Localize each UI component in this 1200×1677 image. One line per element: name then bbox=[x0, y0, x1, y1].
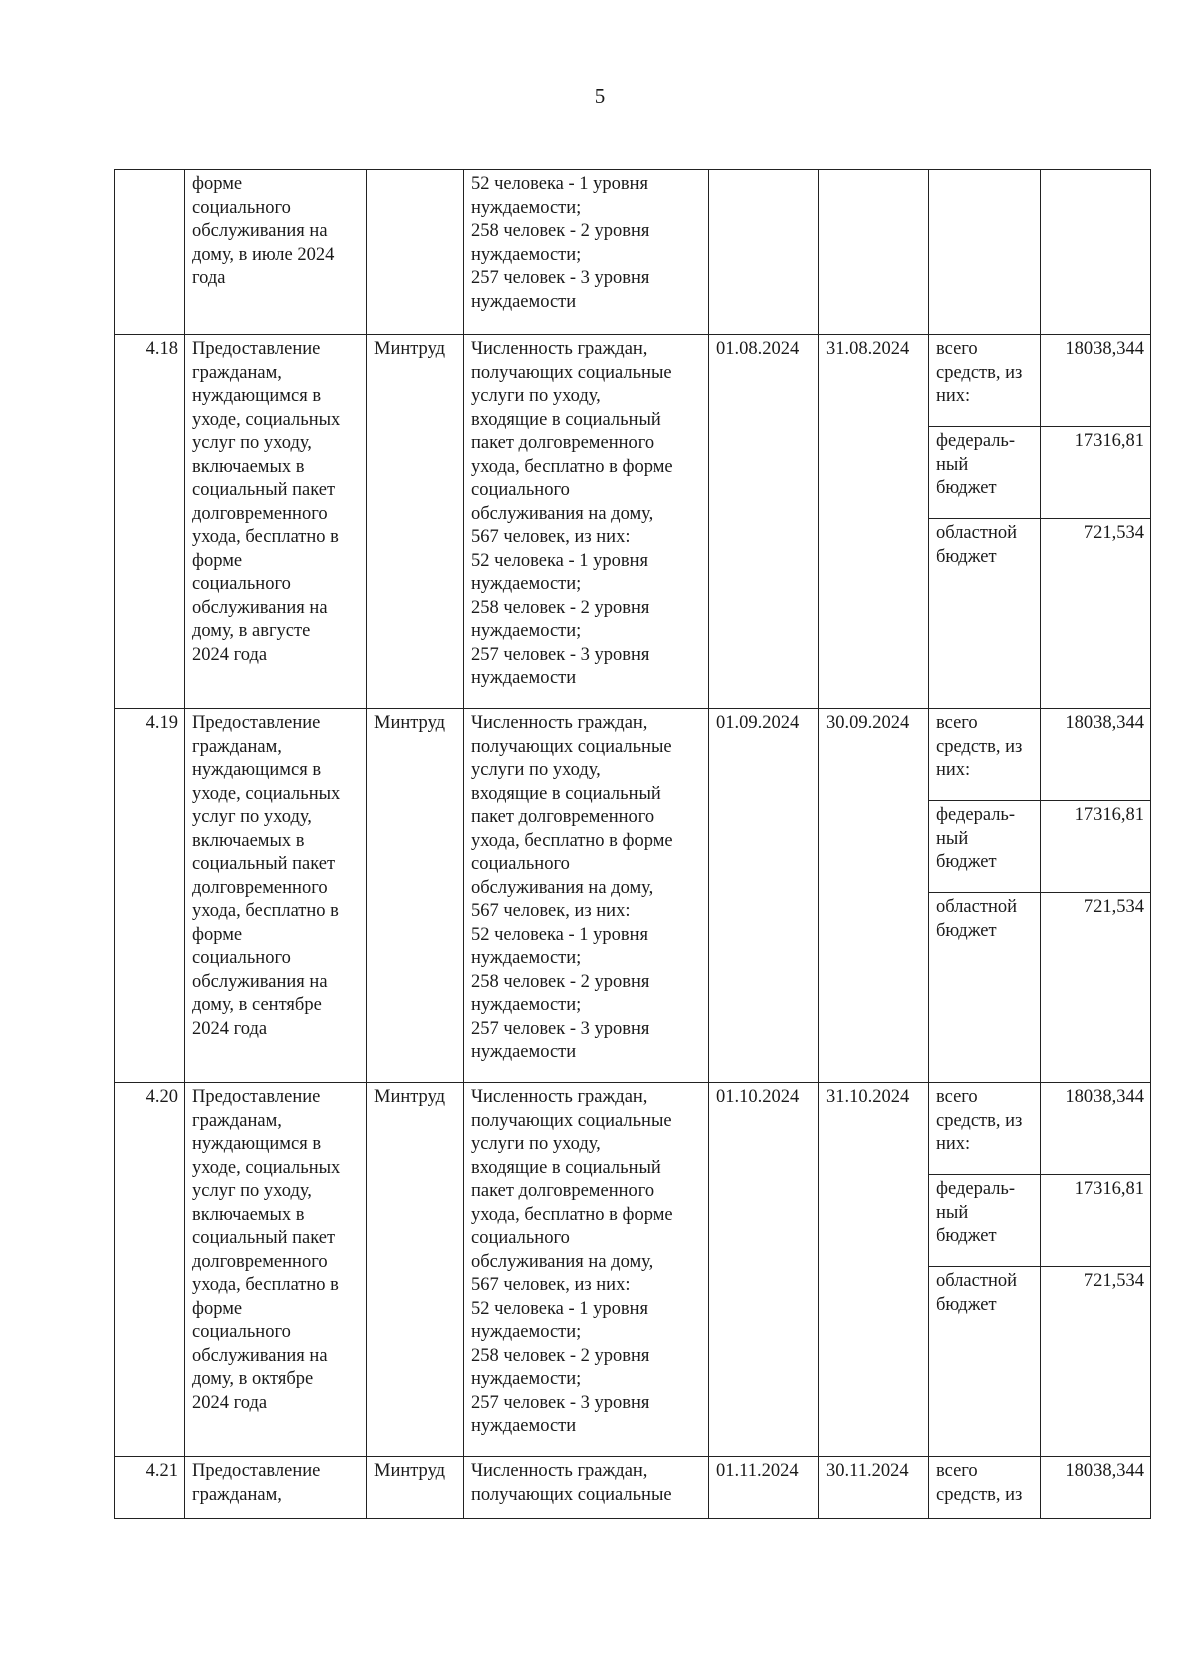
funding-amount-cell: 18038,344 bbox=[1041, 1083, 1151, 1175]
funding-source-cell: всего средств, из них: bbox=[929, 1083, 1041, 1175]
table-row bbox=[115, 1083, 1151, 1175]
funding-amount-cell: 721,534 bbox=[1041, 893, 1151, 1083]
result-cell: Численность граждан, получающих социальные услуги по уходу, входящие в социальный пакет долговременного ухода, бесплатно в форме социального обслуживания на дому, 567 человек, из них: 52 человека - 1 уровня нуждаемости; 258 человек - 2 уровня нуждаемости; 257 человек - 3 уровня нуждаемости bbox=[464, 335, 709, 709]
funding-amount-cell bbox=[1041, 170, 1151, 335]
end-date-cell: 31.10.2024 bbox=[819, 1083, 929, 1457]
table-row-continuation bbox=[115, 170, 1151, 335]
executor-cell: Минтруд bbox=[367, 709, 464, 1083]
funding-source-cell: федераль- ный бюджет bbox=[929, 801, 1041, 893]
funding-source-cell: всего средств, из них: bbox=[929, 709, 1041, 801]
funding-source-cell: федераль- ный бюджет bbox=[929, 427, 1041, 519]
funding-source-cell: всего средств, из bbox=[929, 1457, 1041, 1519]
start-date-cell: 01.08.2024 bbox=[709, 335, 819, 709]
funding-amount-cell: 17316,81 bbox=[1041, 427, 1151, 519]
funding-source-cell: федераль- ный бюджет bbox=[929, 1175, 1041, 1267]
start-date-cell: 01.11.2024 bbox=[709, 1457, 819, 1519]
number-cell bbox=[115, 170, 185, 335]
end-date-cell: 30.11.2024 bbox=[819, 1457, 929, 1519]
activity-plan-table bbox=[114, 169, 1151, 1519]
executor-cell: Минтруд bbox=[367, 335, 464, 709]
table-row bbox=[115, 1457, 1151, 1519]
funding-amount-cell: 18038,344 bbox=[1041, 709, 1151, 801]
end-date-cell: 30.09.2024 bbox=[819, 709, 929, 1083]
funding-amount-cell: 721,534 bbox=[1041, 1267, 1151, 1457]
funding-amount-cell: 721,534 bbox=[1041, 519, 1151, 709]
start-date-cell: 01.10.2024 bbox=[709, 1083, 819, 1457]
end-date-cell bbox=[819, 170, 929, 335]
measure-cell: Предоставление гражданам, bbox=[185, 1457, 367, 1519]
funding-amount-cell: 17316,81 bbox=[1041, 801, 1151, 893]
result-cell: Численность граждан, получающих социальные услуги по уходу, входящие в социальный пакет долговременного ухода, бесплатно в форме социального обслуживания на дому, 567 человек, из них: 52 человека - 1 уровня нуждаемости; 258 человек - 2 уровня нуждаемости; 257 человек - 3 уровня нуждаемости bbox=[464, 1083, 709, 1457]
table-row bbox=[115, 709, 1151, 801]
funding-amount-cell: 18038,344 bbox=[1041, 335, 1151, 427]
measure-cell: Предоставление гражданам, нуждающимся в уходе, социальных услуг по уходу, включаемых в социальный пакет долговременного ухода, бесплатно в форме социального обслуживания на дому, в августе 2024 года bbox=[185, 335, 367, 709]
executor-cell: Минтруд bbox=[367, 1083, 464, 1457]
result-cell: Численность граждан, получающих социальные bbox=[464, 1457, 709, 1519]
executor-cell: Минтруд bbox=[367, 1457, 464, 1519]
funding-amount-cell: 17316,81 bbox=[1041, 1175, 1151, 1267]
executor-cell bbox=[367, 170, 464, 335]
funding-source-cell: всего средств, из них: bbox=[929, 335, 1041, 427]
funding-source-cell: областной бюджет bbox=[929, 519, 1041, 709]
funding-source-cell: областной бюджет bbox=[929, 893, 1041, 1083]
row-number: 4.19 bbox=[115, 709, 185, 1083]
funding-source-cell: областной бюджет bbox=[929, 1267, 1041, 1457]
table-row bbox=[115, 335, 1151, 427]
row-number: 4.20 bbox=[115, 1083, 185, 1457]
measure-cell: Предоставление гражданам, нуждающимся в уходе, социальных услуг по уходу, включаемых в социальный пакет долговременного ухода, бесплатно в форме социального обслуживания на дому, в октябре 2024 года bbox=[185, 1083, 367, 1457]
start-date-cell: 01.09.2024 bbox=[709, 709, 819, 1083]
page-number: 5 bbox=[594, 84, 606, 108]
measure-cell: форме социального обслуживания на дому, в июле 2024 года bbox=[185, 170, 367, 335]
result-cell: Численность граждан, получающих социальные услуги по уходу, входящие в социальный пакет долговременного ухода, бесплатно в форме социального обслуживания на дому, 567 человек, из них: 52 человека - 1 уровня нуждаемости; 258 человек - 2 уровня нуждаемости; 257 человек - 3 уровня нуждаемости bbox=[464, 709, 709, 1083]
row-number: 4.21 bbox=[115, 1457, 185, 1519]
row-number: 4.18 bbox=[115, 335, 185, 709]
funding-amount-cell: 18038,344 bbox=[1041, 1457, 1151, 1519]
result-cell: 52 человека - 1 уровня нуждаемости; 258 человек - 2 уровня нуждаемости; 257 человек - 3 уровня нуждаемости bbox=[464, 170, 709, 335]
measure-cell: Предоставление гражданам, нуждающимся в уходе, социальных услуг по уходу, включаемых в социальный пакет долговременного ухода, бесплатно в форме социального обслуживания на дому, в сентябре 2024 года bbox=[185, 709, 367, 1083]
funding-source-cell bbox=[929, 170, 1041, 335]
end-date-cell: 31.08.2024 bbox=[819, 335, 929, 709]
start-date-cell bbox=[709, 170, 819, 335]
